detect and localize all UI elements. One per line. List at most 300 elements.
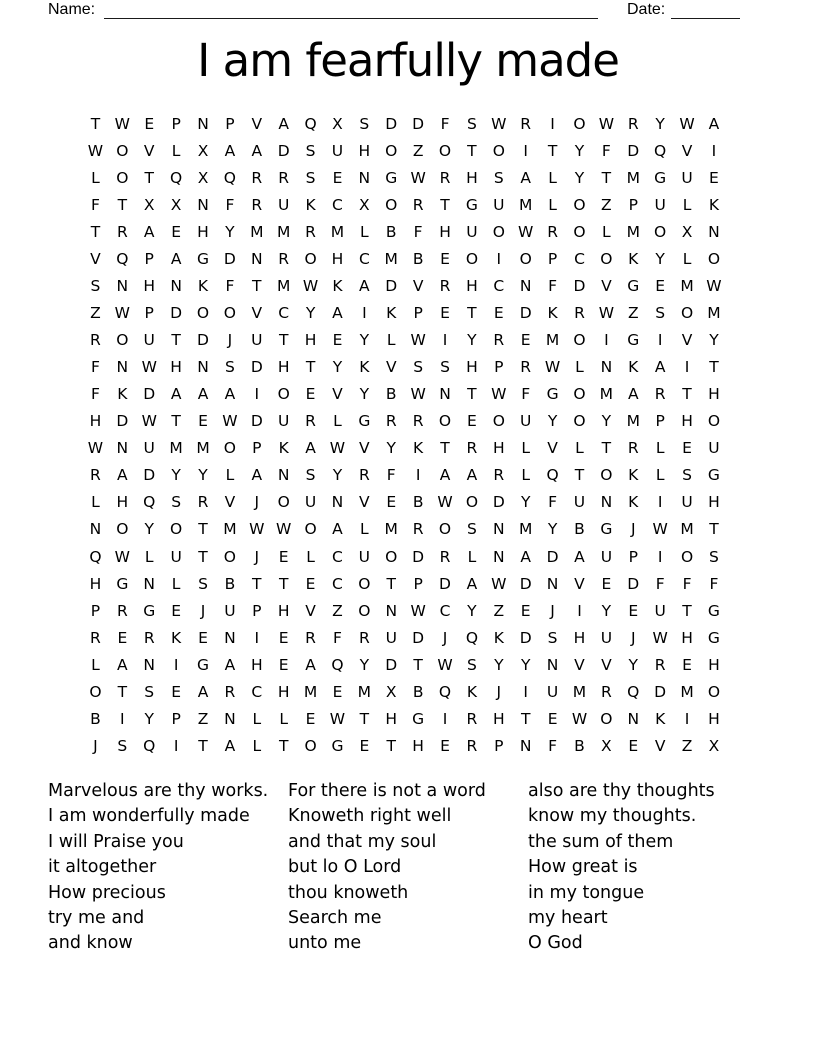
grid-cell: E [305, 574, 316, 593]
date-label: Date: [627, 1, 666, 18]
grid-cell: E [305, 709, 316, 728]
grid-row [82, 517, 727, 544]
grid-cell: J [254, 547, 260, 566]
grid-cell: H [708, 709, 720, 728]
grid-cell: U [573, 493, 586, 512]
grid-cell: X [143, 195, 155, 214]
grid-cell: Q [627, 682, 640, 701]
grid-cell: H [197, 222, 209, 241]
grid-cell: V [359, 439, 370, 458]
grid-cell: Y [520, 493, 531, 512]
word-list-item: know my thoughts. [528, 806, 697, 827]
grid-cell: E [440, 736, 450, 755]
grid-cell: I [550, 114, 555, 133]
grid-cell: F [601, 141, 611, 160]
grid-cell: K [628, 358, 639, 377]
grid-cell: N [600, 493, 613, 512]
grid-cell: F [548, 493, 558, 512]
grid-cell: I [657, 493, 663, 512]
grid-cell: D [519, 304, 532, 323]
grid-cell: G [358, 412, 371, 431]
grid-cell: W [571, 709, 588, 728]
grid-cell: Y [520, 655, 531, 674]
grid-cell: B [412, 682, 424, 701]
grid-cell: O [304, 250, 317, 268]
grid-cell: J [442, 628, 448, 647]
grid-cell: H [412, 736, 424, 755]
grid-cell: R [412, 520, 424, 539]
grid-cell: T [709, 358, 719, 377]
grid-cell: S [466, 114, 477, 133]
grid-cell: K [708, 195, 720, 214]
grid-row [82, 733, 727, 760]
word-list-item: Marvelous are thy works. [48, 781, 269, 801]
grid-cell: W [544, 358, 561, 377]
grid-cell: Z [197, 709, 209, 728]
grid-cell: A [708, 114, 720, 133]
grid-cell: O [654, 222, 667, 241]
grid-cell: D [492, 493, 505, 512]
grid-cell: X [681, 222, 693, 241]
grid-cell: W [87, 141, 104, 160]
grid-cell: O [492, 222, 505, 241]
grid-cell: P [144, 304, 154, 323]
grid-cell: Y [332, 358, 343, 377]
grid-cell: M [599, 385, 614, 404]
grid-cell: L [521, 466, 531, 485]
grid-cell: N [197, 114, 209, 133]
grid-cell: Q [143, 493, 156, 512]
grid-cell: I [254, 385, 260, 404]
grid-cell: A [332, 520, 343, 539]
grid-cell: I [711, 141, 717, 160]
grid-cell: E [547, 709, 558, 728]
grid-cell: M [519, 195, 533, 214]
grid-cell: T [278, 331, 289, 350]
grid-cell: O [573, 222, 586, 241]
grid-cell: O [304, 736, 317, 755]
grid-cell: E [682, 439, 692, 458]
grid-cell: W [87, 439, 104, 458]
grid-cell: Z [332, 601, 343, 620]
grid-cell: D [250, 412, 263, 431]
grid-cell: S [198, 574, 208, 593]
grid-cell: Y [574, 141, 585, 160]
grid-cell: K [117, 385, 128, 404]
grid-cell: R [493, 466, 505, 485]
word-list-item: the sum of them [528, 831, 674, 852]
grid-cell: E [278, 628, 289, 647]
grid-cell: R [90, 628, 101, 647]
grid-cell: L [279, 709, 288, 728]
grid-cell: E [709, 168, 719, 187]
grid-cell: W [598, 114, 615, 133]
grid-cell: Y [359, 655, 370, 674]
grid-cell: V [601, 655, 612, 674]
grid-cell: E [198, 412, 208, 431]
grid-cell: V [224, 493, 236, 512]
grid-cell: U [278, 412, 290, 431]
grid-cell: D [412, 628, 425, 647]
grid-cell: R [251, 168, 263, 187]
grid-row [82, 273, 727, 300]
grid-cell: H [331, 250, 344, 268]
grid-cell: A [117, 655, 128, 674]
grid-cell: Q [170, 168, 183, 187]
grid-cell: H [708, 493, 720, 512]
grid-cell: M [626, 222, 640, 241]
grid-cell: L [467, 547, 477, 566]
grid-cell: Z [627, 304, 639, 323]
grid-cell: R [466, 736, 478, 755]
grid-cell: D [412, 547, 425, 566]
grid-cell: K [305, 195, 316, 214]
word-list-item: I am wonderfully made [48, 806, 250, 827]
grid-cell: O [358, 574, 371, 593]
grid-cell: I [496, 250, 502, 268]
grid-cell: N [385, 601, 398, 620]
grid-cell: S [413, 358, 424, 377]
grid-cell: A [466, 574, 478, 593]
grid-cell: L [360, 520, 369, 539]
grid-cell: K [628, 250, 639, 268]
grid-cell: I [577, 601, 582, 620]
grid-cell: U [304, 493, 317, 512]
grid-cell: P [225, 114, 235, 133]
grid-cell: T [117, 195, 128, 214]
grid-cell: T [252, 574, 262, 593]
grid-cell: T [305, 358, 316, 377]
grid-cell: J [227, 331, 233, 350]
grid-cell: G [385, 168, 398, 187]
grid-cell: L [575, 439, 584, 458]
grid-cell: M [169, 439, 183, 458]
grid-cell: N [89, 520, 102, 539]
grid-row [82, 544, 727, 571]
grid-cell: L [252, 709, 262, 728]
grid-cell: H [492, 709, 505, 728]
word-list-item: thou knoweth [288, 882, 409, 903]
grid-cell: H [304, 331, 317, 350]
grid-cell: H [681, 628, 693, 647]
grid-cell: I [120, 709, 125, 728]
grid-cell: O [573, 385, 586, 404]
grid-cell: O [600, 466, 613, 485]
grid-cell: U [251, 331, 263, 350]
grid-cell: W [141, 358, 157, 377]
grid-cell: R [654, 655, 666, 674]
grid-cell: U [170, 547, 182, 566]
grid-cell: J [630, 520, 636, 539]
grid-cell: V [305, 601, 316, 620]
grid-cell: T [574, 466, 585, 485]
grid-cell: B [90, 709, 101, 728]
grid-cell: A [305, 439, 316, 458]
grid-cell: E [440, 304, 450, 323]
grid-cell: W [491, 114, 507, 133]
grid-cell: F [413, 222, 423, 241]
grid-cell: I [657, 331, 663, 350]
grid-row [82, 138, 727, 165]
grid-cell: O [573, 331, 586, 350]
grid-cell: W [302, 277, 319, 296]
grid-cell: A [520, 547, 531, 566]
grid-cell: D [385, 277, 398, 296]
grid-cell: U [331, 141, 344, 160]
grid-cell: H [277, 358, 290, 377]
grid-cell: Y [655, 114, 665, 133]
grid-cell: H [89, 412, 102, 431]
grid-cell: Y [198, 466, 208, 485]
grid-cell: Y [359, 385, 370, 404]
grid-cell: M [330, 222, 345, 241]
grid-cell: B [385, 385, 397, 404]
grid-cell: P [628, 195, 638, 214]
grid-cell: R [654, 385, 666, 404]
word-list-item: unto me [288, 933, 362, 954]
grid-cell: V [251, 114, 263, 133]
grid-cell: Z [412, 141, 424, 160]
grid-cell: S [493, 168, 504, 187]
grid-cell: R [493, 331, 505, 350]
grid-cell: O [116, 331, 129, 350]
grid-cell: D [170, 304, 183, 323]
grid-cell: L [548, 168, 557, 187]
grid-cell: O [358, 601, 371, 620]
grid-cell: M [223, 520, 237, 539]
grid-cell: N [143, 655, 156, 674]
grid-cell: G [546, 385, 559, 404]
grid-cell: D [412, 114, 425, 133]
grid-cell: W [652, 628, 668, 647]
grid-cell: I [442, 709, 448, 728]
grid-cell: S [171, 493, 182, 512]
word-list-column-2 [288, 779, 486, 957]
grid-cell: A [654, 358, 666, 377]
grid-cell: O [196, 304, 210, 323]
grid-cell: P [494, 736, 504, 755]
grid-cell: H [358, 141, 371, 160]
grid-cell: T [682, 601, 692, 620]
grid-cell: X [332, 114, 343, 133]
grid-cell: Y [547, 520, 558, 539]
page-title: I am fearfully made [197, 34, 619, 87]
grid-cell: L [548, 195, 557, 214]
name-label: Name: [48, 1, 96, 18]
grid-cell: B [412, 250, 424, 268]
grid-cell: S [144, 682, 155, 701]
word-list-item: and know [48, 933, 133, 954]
grid-cell: H [116, 493, 129, 512]
grid-cell: N [331, 493, 344, 512]
grid-cell: D [385, 655, 398, 674]
grid-cell: I [523, 141, 528, 160]
grid-cell: W [329, 439, 346, 458]
grid-cell: Y [547, 412, 558, 431]
grid-cell: L [655, 439, 665, 458]
grid-cell: T [440, 439, 450, 458]
grid-cell: E [171, 222, 182, 241]
grid-cell: O [438, 141, 452, 160]
grid-cell: Y [574, 168, 585, 187]
grid-cell: V [412, 277, 424, 296]
grid-cell: N [546, 655, 559, 674]
grid-row [82, 706, 727, 733]
grid-cell: Y [628, 655, 638, 674]
word-list-item: Search me [288, 908, 382, 929]
grid-cell: F [548, 736, 558, 755]
grid-cell: A [224, 385, 236, 404]
grid-cell: N [250, 250, 263, 268]
grid-cell: P [90, 601, 101, 620]
grid-cell: K [278, 439, 289, 458]
grid-cell: I [362, 304, 367, 323]
grid-cell: S [224, 358, 235, 377]
grid-cell: I [173, 736, 179, 755]
grid-cell: F [440, 114, 450, 133]
grid-cell: O [304, 520, 317, 539]
grid-cell: D [519, 574, 532, 593]
grid-cell: R [116, 601, 128, 620]
grid-cell: A [574, 547, 585, 566]
grid-cell: H [466, 168, 478, 187]
grid-cell: M [680, 520, 694, 539]
grid-cell: U [681, 168, 693, 187]
grid-cell: E [117, 628, 128, 647]
grid-cell: S [547, 628, 558, 647]
grid-cell: T [467, 385, 477, 404]
grid-cell: K [628, 493, 639, 512]
grid-cell: K [547, 304, 558, 323]
grid-cell: G [197, 655, 210, 674]
grid-cell: B [574, 520, 585, 539]
grid-cell: F [548, 277, 558, 296]
grid-cell: R [116, 222, 128, 241]
grid-cell: D [143, 466, 156, 485]
grid-cell: O [223, 439, 236, 458]
grid-cell: F [655, 574, 665, 593]
grid-cell: G [116, 574, 129, 593]
grid-cell: R [439, 168, 451, 187]
grid-cell: T [117, 682, 128, 701]
grid-cell: S [117, 736, 128, 755]
grid-cell: W [652, 520, 668, 539]
grid-cell: M [626, 168, 640, 187]
grid-cell: D [197, 331, 209, 350]
grid-cell: A [170, 385, 182, 404]
grid-row [82, 192, 727, 219]
grid-cell: T [278, 574, 289, 593]
grid-cell: T [386, 574, 396, 593]
grid-cell: F [90, 385, 100, 404]
grid-cell: R [197, 493, 209, 512]
grid-cell: P [628, 547, 638, 566]
grid-cell: R [574, 304, 585, 323]
grid-cell: N [143, 574, 156, 593]
grid-cell: E [171, 601, 182, 620]
grid-cell: S [90, 277, 101, 296]
grid-cell: S [359, 114, 370, 133]
grid-cell: M [276, 277, 291, 296]
grid-cell: H [492, 439, 505, 458]
grid-cell: U [654, 601, 666, 620]
grid-cell: D [277, 141, 290, 160]
grid-cell: E [440, 250, 450, 268]
grid-cell: J [630, 628, 636, 647]
grid-cell: P [655, 412, 665, 431]
grid-cell: A [143, 222, 155, 241]
word-list-column-1 [48, 779, 268, 957]
grid-cell: R [466, 709, 478, 728]
grid-cell: S [466, 520, 477, 539]
grid-cell: T [198, 547, 208, 566]
grid-cell: P [252, 601, 262, 620]
grid-cell: T [467, 304, 477, 323]
grid-cell: Q [223, 168, 236, 187]
grid-cell: O [277, 385, 290, 404]
grid-cell: X [197, 141, 209, 160]
grid-cell: H [277, 601, 290, 620]
grid-cell: U [681, 493, 693, 512]
grid-cell: F [90, 195, 100, 214]
grid-cell: D [627, 574, 640, 593]
grid-cell: R [278, 168, 290, 187]
grid-cell: O [680, 304, 694, 323]
grid-cell: H [466, 277, 478, 296]
word-list-item: also are thy thoughts [528, 781, 715, 801]
grid-cell: O [707, 682, 721, 701]
grid-cell: T [359, 709, 370, 728]
grid-cell: W [679, 114, 695, 133]
grid-cell: D [519, 628, 532, 647]
grid-cell: E [144, 114, 155, 133]
grid-cell: P [144, 250, 154, 268]
grid-cell: G [412, 709, 425, 728]
grid-cell: A [305, 655, 316, 674]
grid-cell: T [709, 520, 719, 539]
grid-cell: E [278, 547, 289, 566]
grid-cell: W [410, 601, 426, 620]
grid-cell: U [385, 628, 397, 647]
grid-cell: E [520, 601, 531, 620]
grid-cell: R [358, 466, 370, 485]
grid-cell: U [600, 628, 613, 647]
grid-cell: W [329, 709, 346, 728]
grid-cell: E [628, 601, 639, 620]
word-list-item: try me and [48, 908, 145, 929]
grid-cell: O [680, 547, 694, 566]
grid-row [82, 300, 727, 327]
grid-cell: F [333, 628, 342, 647]
grid-cell: O [519, 250, 532, 268]
grid-cell: K [628, 466, 639, 485]
grid-cell: H [681, 412, 693, 431]
grid-cell: U [708, 439, 720, 458]
grid-cell: C [332, 547, 343, 566]
grid-cell: K [413, 439, 424, 458]
grid-cell: D [654, 682, 667, 701]
grid-cell: U [520, 412, 532, 431]
grid-cell: U [654, 195, 666, 214]
grid-cell: R [439, 277, 451, 296]
grid-cell: E [467, 412, 477, 431]
grid-cell: O [385, 141, 398, 160]
grid-cell: H [143, 277, 156, 296]
grid-cell: E [171, 682, 182, 701]
grid-cell: M [626, 412, 640, 431]
grid-cell: I [415, 466, 421, 485]
grid-cell: B [224, 574, 236, 593]
